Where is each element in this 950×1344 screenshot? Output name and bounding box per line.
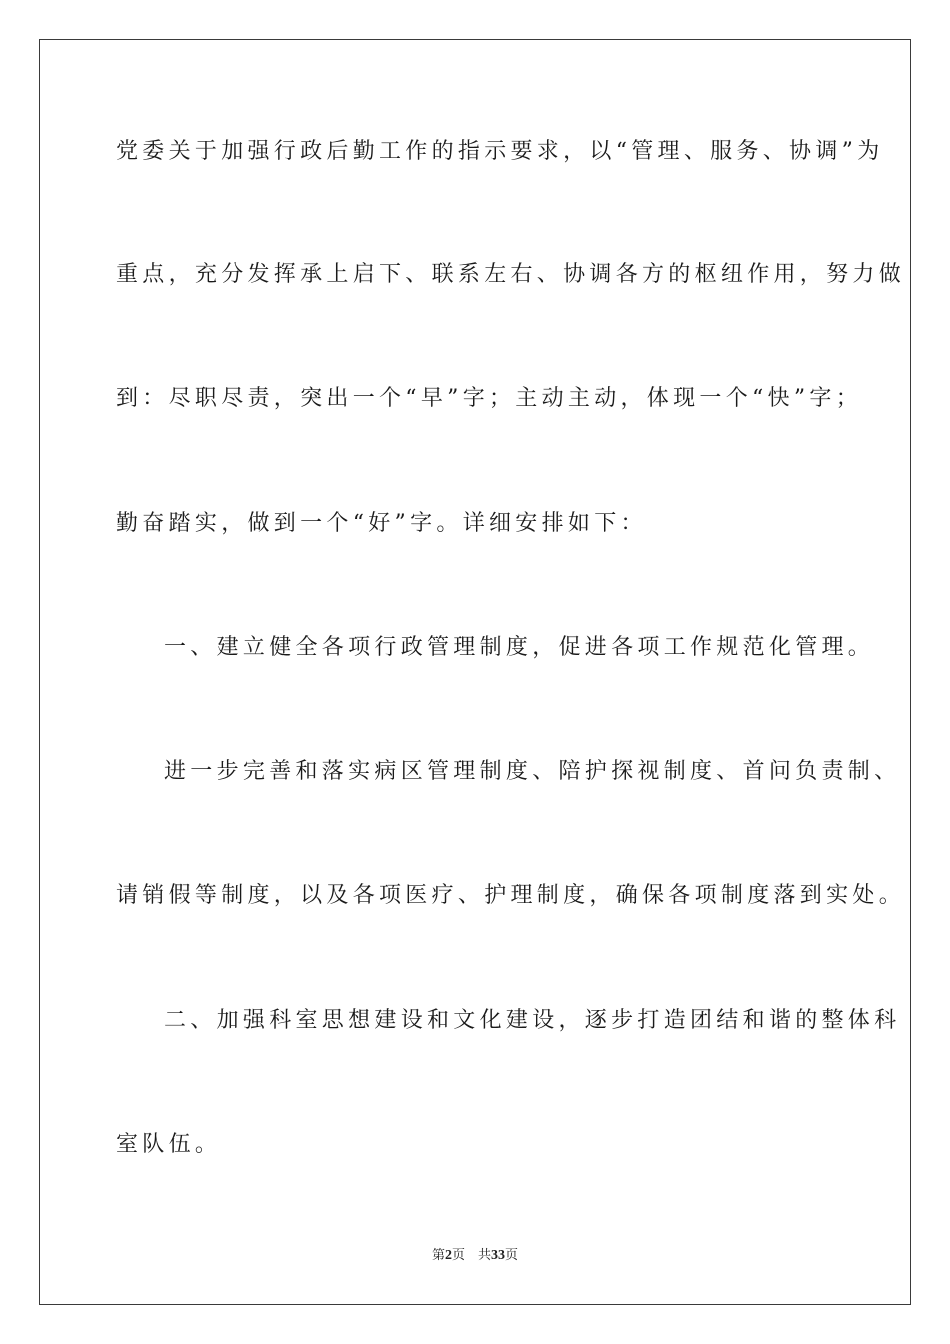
body-line-9: 室队伍。 — [116, 1132, 222, 1157]
body-line-6: 进一步完善和落实病区管理制度、陪护探视制度、首问负责制、 — [164, 759, 901, 784]
footer-page-suffix: 页 — [505, 1248, 519, 1263]
section-heading-2: 二、加强科室思想建设和文化建设，逐步打造团结和谐的整体科 — [164, 1008, 901, 1033]
body-line-2: 重点，充分发挥承上启下、联系左右、协调各方的枢纽作用，努力做 — [116, 262, 906, 287]
footer-page-total: 33 — [491, 1248, 505, 1263]
body-line-1: 党委关于加强行政后勤工作的指示要求，以“管理、服务、协调”为 — [116, 139, 884, 164]
footer-page-prefix: 第 — [431, 1248, 445, 1263]
footer-page-current: 2 — [444, 1248, 452, 1263]
page-footer — [0, 1247, 950, 1265]
section-heading-1: 一、建立健全各项行政管理制度，促进各项工作规范化管理。 — [164, 635, 875, 660]
body-line-7: 请销假等制度，以及各项医疗、护理制度，确保各项制度落到实处。 — [116, 883, 906, 908]
footer-page-mid: 页 共 — [451, 1248, 491, 1263]
body-line-3: 到：尽职尽责，突出一个“早”字；主动主动，体现一个“快”字； — [116, 386, 862, 411]
page-border — [39, 39, 911, 1305]
body-line-4: 勤奋踏实，做到一个“好”字。详细安排如下： — [116, 511, 647, 536]
